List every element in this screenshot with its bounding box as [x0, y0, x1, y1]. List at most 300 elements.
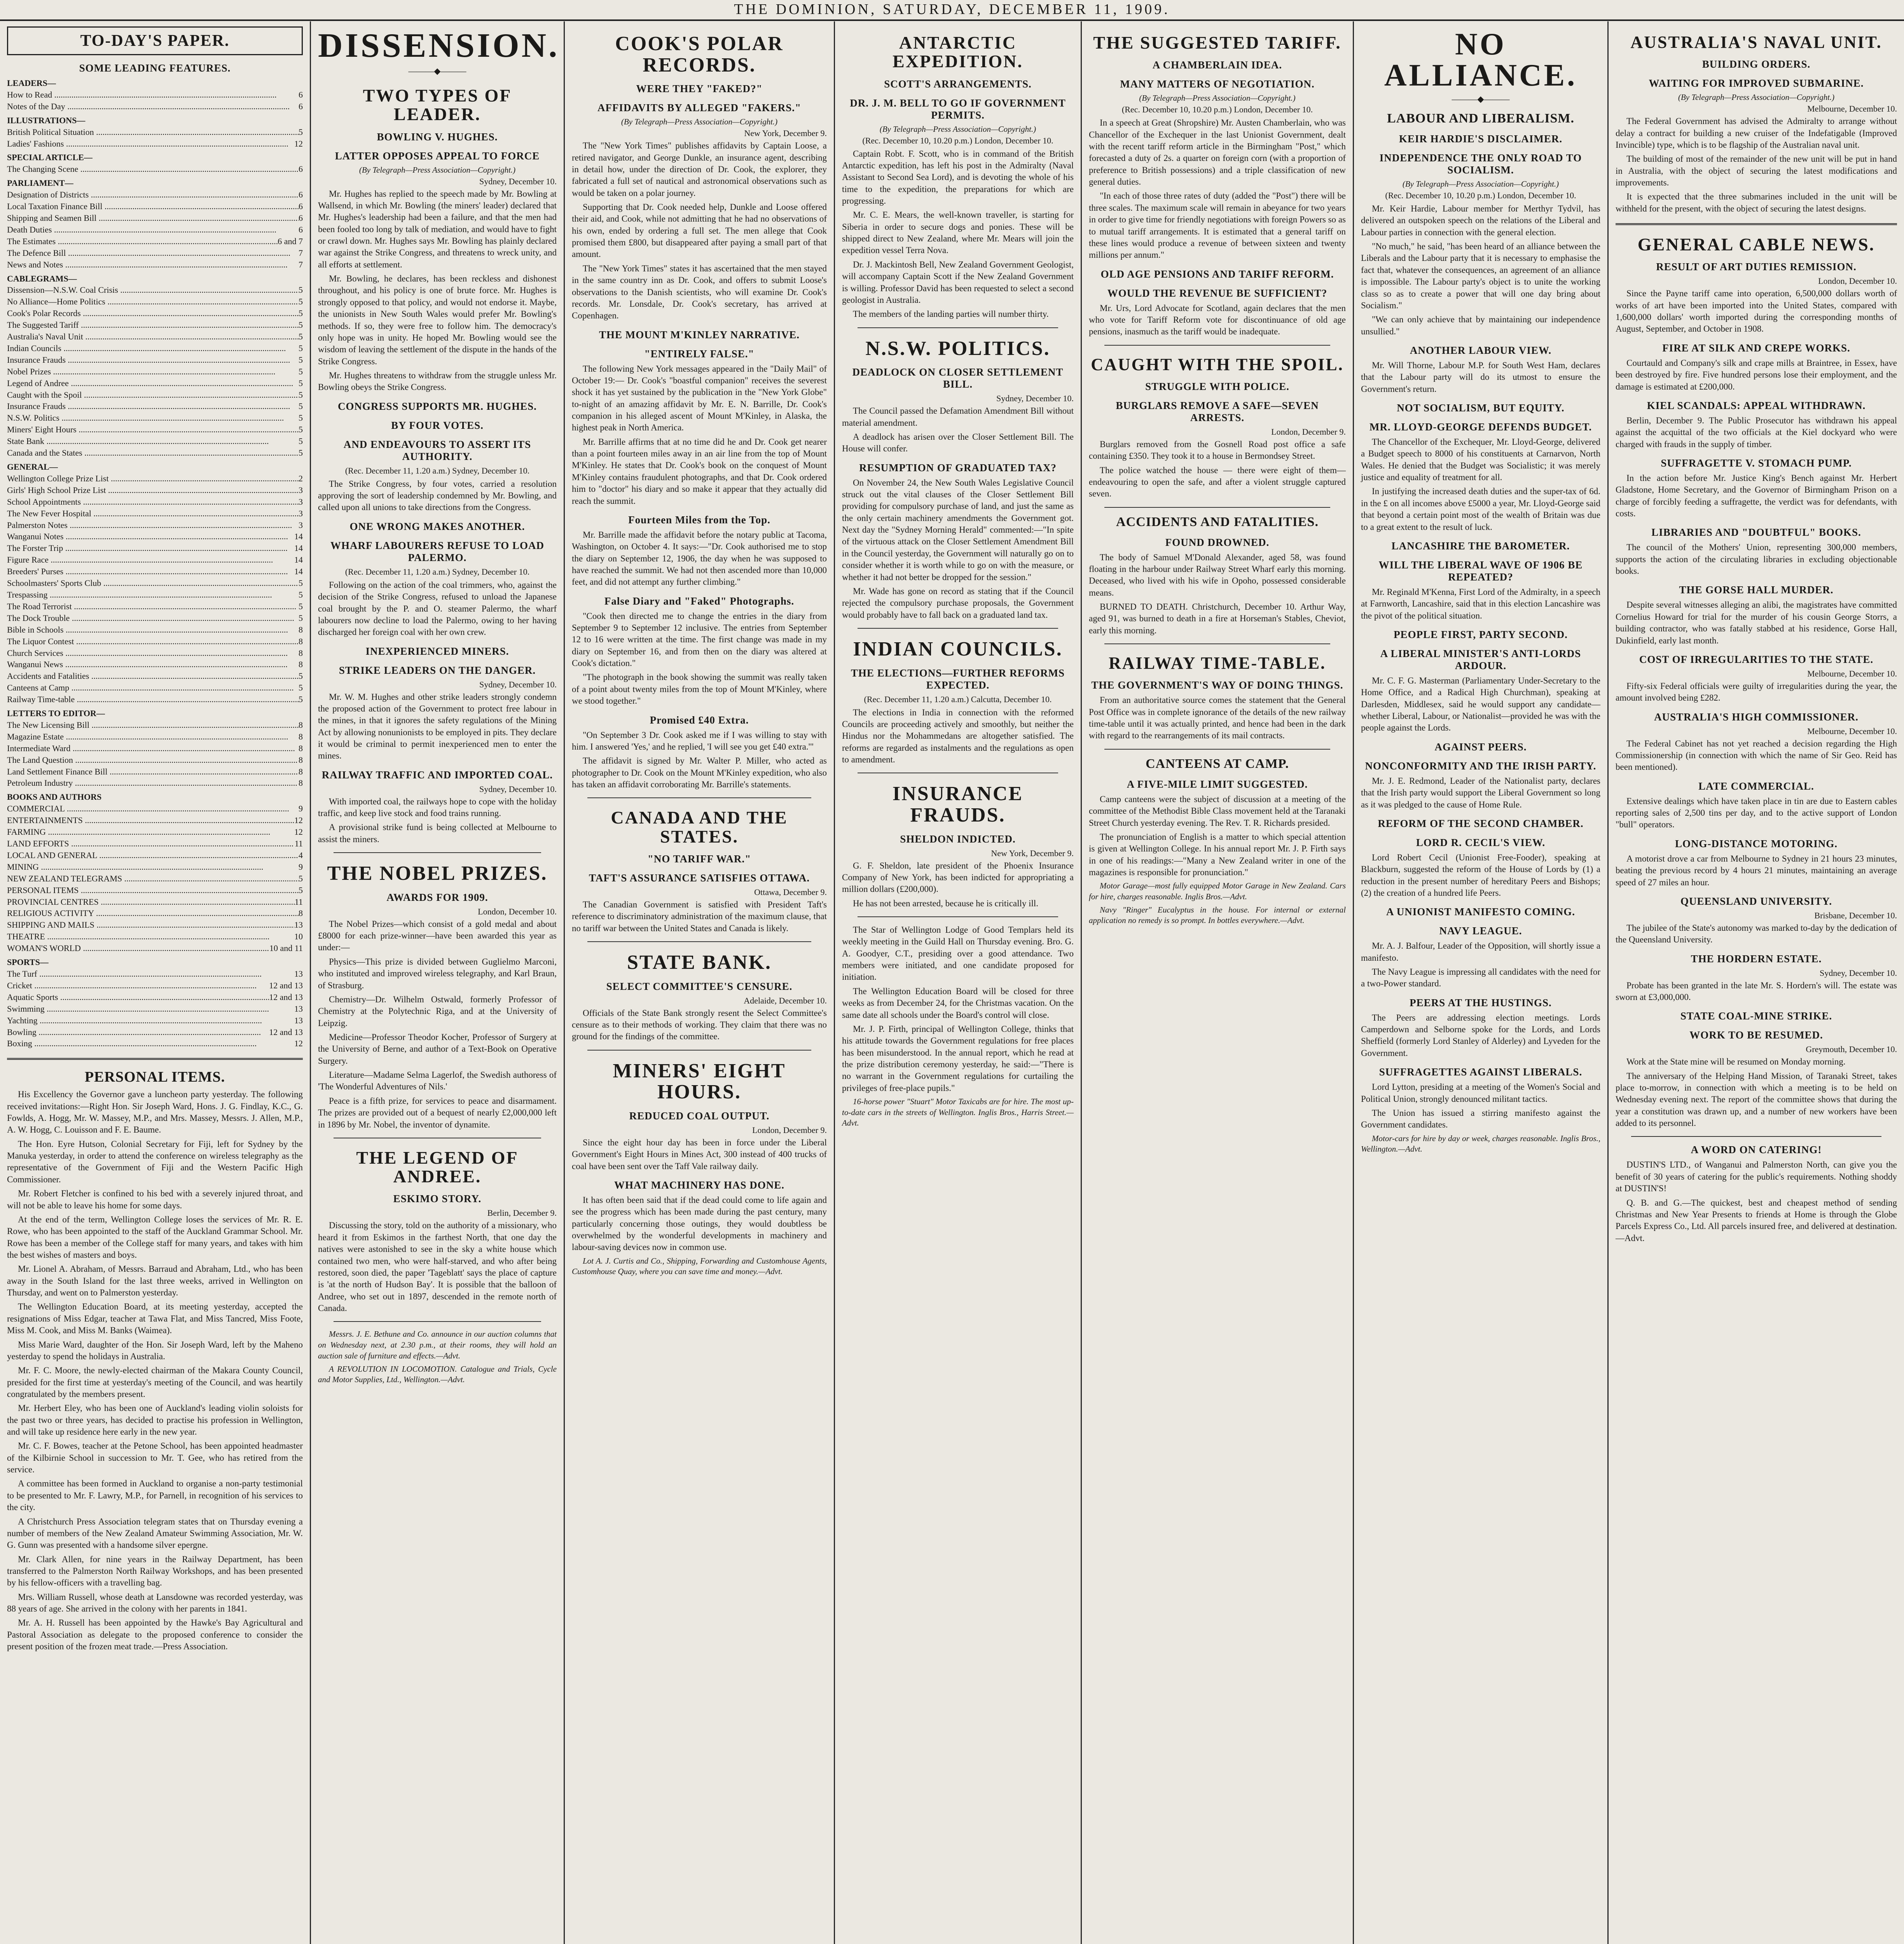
story-body — [1361, 360, 1600, 395]
contents-entry — [7, 400, 303, 412]
subhead: AWARDS FOR 1909. — [386, 891, 488, 903]
story-body — [1361, 436, 1600, 533]
subhead: ONE WRONG MAKES ANOTHER. — [349, 520, 525, 532]
contents-label: FARMING ..... — [7, 826, 294, 838]
contents-label: Legend of Andree ..... — [7, 378, 299, 389]
contents-entry — [7, 968, 303, 980]
story-body — [1616, 922, 1897, 946]
contents-section: GENERAL— — [7, 462, 58, 472]
subhead: PEOPLE FIRST, PARTY SECOND. — [1394, 628, 1568, 640]
personal-item: Mr. Herbert Eley, who has been one of Auckland's leading violin soloists for the past two or three years, has decided to practise his profession in Wellington, and will take up residence here early in the new year. — [7, 1403, 303, 1437]
contents-label: MINING ..... — [7, 861, 299, 873]
subhead: "NO TARIFF WAR." — [647, 853, 751, 865]
subhead: PEERS AT THE HUSTINGS. — [1410, 996, 1552, 1009]
paragraph: He has not been arrested, because he is critically ill. — [853, 898, 1039, 908]
paragraph: Burglars removed from the Gosnell Road post office a safe containing £350. They took it to a house in Bermondsey Street. — [1089, 439, 1346, 461]
contents-page: 2 — [299, 473, 303, 483]
paragraph: Mr. Wade has gone on record as stating that if the Council rejected the compulsory purchase proposals, the Government would probably have to fall back on a graduated land tax. — [842, 586, 1074, 620]
contents-entry — [7, 236, 303, 247]
contents-label: Girls' High School Prize List ..... — [7, 484, 299, 496]
contents-page: 5 — [299, 297, 303, 307]
story-body — [1616, 599, 1897, 646]
subhead: THE MOUNT M'KINLEY NARRATIVE. — [599, 329, 800, 341]
paragraph: "No much," he said, "has been heard of an alliance between the Liberals and the Labour party that it is necessary to emphasise the fact that, whatever the consequences, an agreement of an alliance is impossible. The Labour party's object is to unite the working class so as to create a power that will one day bring about Socialism." — [1361, 241, 1600, 310]
subhead: MANY MATTERS OF NEGOTIATION. — [1120, 78, 1315, 90]
subhead: Fourteen Miles from the Top. — [628, 514, 770, 526]
contents-label: THEATRE ..... — [7, 931, 294, 942]
paragraph: The "New York Times" publishes affidavits by Captain Loose, a retired navigator, and George Dunkle, an insurance agent, describing in detail how, under the direction of Dr. Cook, the explorer, they fabricated a full set of nautical and astronomical observations such as would be taken on a polar journey. — [572, 141, 827, 198]
subhead: WOULD THE REVENUE BE SUFFICIENT? — [1107, 287, 1328, 299]
todays-paper-heading: TO-DAY'S PAPER. — [7, 26, 303, 55]
paragraph: "In each of those three rates of duty (added the "Post") there will be three scales. The maximum scale will remain in abeyance for two years in order to give time for friendly negotiations with foreign Powers so as to mutual tariff arrangements. It is estimated that a general tariff on these lines would produce a revenue of between sixteen and twenty millions per annum." — [1089, 191, 1346, 260]
subhead: THE GORSE HALL MURDER. — [1679, 584, 1834, 596]
contents-page: 5 — [299, 127, 303, 137]
contents-label: Aquatic Sports ..... — [7, 991, 269, 1003]
personal-item: The Wellington Education Board, at its meeting yesterday, accepted the resignations of Miss Edgar, teacher at Tawa Flat, and Miss Tancred, Miss Foote, Miss M. Cook, and Miss M. Banks (Waimea). — [7, 1302, 303, 1336]
story-body — [1616, 795, 1897, 831]
contents-page: 6 — [299, 201, 303, 212]
subhead: COST OF IRREGULARITIES TO THE STATE. — [1639, 653, 1874, 665]
paragraph: It has often been said that if the dead could come to life again and see the progress which has been made during the past century, many particularly concerning those outings, they would doubtless be overwhelmed by the wonderful developments in machinery and labour-saving devices now in common use. — [572, 1195, 827, 1252]
contents-entry — [7, 1003, 303, 1015]
contents-label: Cook's Polar Records ..... — [7, 308, 299, 319]
contents-entry — [7, 201, 303, 212]
story-body — [1361, 852, 1600, 899]
column-dissension — [311, 23, 564, 1944]
dateline: (Rec. December 10, 10.20 p.m.) London, December 10. — [862, 135, 1053, 145]
contents-page: 5 — [299, 671, 303, 681]
divider — [1104, 749, 1330, 750]
contents-label: The Land Question ..... — [7, 754, 299, 766]
contents-page: 5 — [299, 413, 303, 423]
contents-entry — [7, 189, 303, 201]
paragraph: DUSTIN'S LTD., of Wanganui and Palmerston North, can give you the benefit of 30 years of catering for the public's requirements. Nothing shoddy at DUSTIN'S! — [1616, 1160, 1897, 1194]
paragraph: Supporting that Dr. Cook needed help, Dunkle and Loose offered their aid, and Cook, while not admitting that he had no observations of his own, ended by ordering a full set. The men allege that Cook promised them £800, but disappeared after paying a small part of that amount. — [572, 202, 827, 259]
paragraph: Officials of the State Bank strongly resent the Select Committee's censure as to their methods of working. They claim that there was no ground for the findings of the committee. — [572, 1008, 827, 1042]
contents-page: 8 — [299, 636, 303, 646]
paragraph: Medicine—Professor Theodor Kocher, Professor of Surgery at the University of Berne, and author of a Text-Book on Operative Surgery. — [318, 1032, 557, 1066]
contents-label: Australia's Naval Unit ..... — [7, 331, 299, 343]
story-body — [1089, 794, 1346, 879]
contents-entry — [7, 873, 303, 885]
subhead: "ENTIRELY FALSE." — [644, 348, 755, 360]
contents-entry — [7, 766, 303, 778]
story-body — [572, 529, 827, 588]
paragraph: The members of the landing parties will number thirty. — [853, 309, 1049, 319]
story-body — [1616, 415, 1897, 450]
contents-label: Magazine Estate ..... — [7, 731, 299, 743]
divider — [858, 327, 1058, 328]
contents-section: ILLUSTRATIONS— — [7, 115, 86, 125]
subhead: BURGLARS REMOVE A SAFE—SEVEN ARRESTS. — [1116, 399, 1319, 423]
contents-label: COMMERCIAL ..... — [7, 803, 299, 815]
subhead: False Diary and "Faked" Photographs. — [604, 595, 795, 607]
subhead: SCOTT'S ARRANGEMENTS. — [884, 78, 1032, 90]
paragraph: Mr. Keir Hardie, Labour member for Merthyr Tydvil, has delivered an outspoken speech on the relations of the Liberal and Labour parties in connection with the general election. — [1361, 204, 1600, 237]
paragraph: Q. B. and G.—The quickest, best and cheapest method of sending Christmas and New Year Presents to friends at Home is through the Globe Parcels Express Co., Ltd. All parcels insured free, and delivered at destination.—Advt. — [1616, 1198, 1897, 1243]
contents-label: Miners' Eight Hours ..... — [7, 424, 299, 435]
contents-label: N.S.W. Politics ..... — [7, 412, 299, 424]
personal-item: Mr. Robert Fletcher is confined to his bed with a severely injured throat, and will not be able to leave his home for some days. — [7, 1189, 303, 1210]
contents-entry — [7, 319, 303, 331]
contents-page: 5 — [299, 320, 303, 330]
dateline: Sydney, December 10. — [1820, 968, 1897, 978]
contents-entry — [7, 636, 303, 647]
contents-entry — [7, 519, 303, 531]
paragraph: A provisional strike fund is being collected at Melbourne to assist the miners. — [318, 822, 557, 844]
subhead: AGAINST PEERS. — [1434, 741, 1527, 753]
paragraph: The Wellington Education Board will be closed for three weeks as from December 24, for the Christmas vacation. On the same date all schools under the Board's control will close. — [842, 986, 1074, 1020]
contents-page: 8 — [299, 766, 303, 776]
contents-page: 5 — [299, 601, 303, 611]
contents-entry — [7, 89, 303, 101]
contents-page: 5 — [299, 378, 303, 388]
contents-entry — [7, 719, 303, 731]
story-body — [1089, 117, 1346, 261]
tariff-headline: THE SUGGESTED TARIFF. — [1093, 33, 1342, 52]
contents-entry — [7, 542, 303, 554]
contents-page: 12 — [294, 138, 303, 149]
subhead: WHAT MACHINERY HAS DONE. — [614, 1179, 785, 1191]
contents-label: Boxing ..... — [7, 1038, 294, 1049]
byline: (By Telegraph—Press Association—Copyright.) — [1139, 93, 1296, 103]
contents-label: Church Services ..... — [7, 647, 299, 659]
paragraph: Mr. Barrille affirms that at no time did he and Dr. Cook get nearer than a point fourteen miles away in an air line from the top of Mount M'Kinley. He states that Dr. Cook's book on the conquest of Mount M'Kinley contains fraudulent photographs, and that Dr. Cook ordered him to "doctor" his diary and so make it appear that they actually did reach the summit. — [572, 437, 827, 506]
story-body — [572, 729, 827, 791]
contents-page: 14 — [294, 555, 303, 565]
subhead: DR. J. M. BELL TO GO IF GOVERNMENT PERMITS. — [850, 97, 1066, 121]
personal-item: A Christchurch Press Association telegram states that on Thursday evening a number of members of the New Zealand Amateur Swimming Association, Mr. W. G. Gunn was presented with a handsome silver epergne. — [7, 1516, 303, 1550]
contents-label: Figure Race ..... — [7, 554, 294, 566]
contents-label: Breeders' Purses ..... — [7, 566, 294, 577]
contents-page: 5 — [299, 436, 303, 446]
story-body — [318, 188, 557, 393]
paragraph: The elections in India in connection with the reformed Councils are proceeding actively and smoothly, but neither the Hindus nor the Mohammedans are altogether satisfied. The reforms are regarded as instalments and the regulations as open to amendment. — [842, 707, 1074, 764]
contents-page: 5 — [299, 390, 303, 400]
contents-page: 13 — [294, 920, 303, 930]
contents-label: Local Taxation Finance Bill ..... — [7, 201, 299, 212]
insurance-headline: INSURANCE FRAUDS. — [892, 783, 1024, 826]
contents-label: The Dock Trouble ..... — [7, 612, 299, 624]
contents-page: 5 — [299, 448, 303, 458]
dateline: London, December 10. — [1818, 276, 1897, 286]
paragraph: Since the Payne tariff came into operation, 6,500,000 dollars worth of works of art have been imported into the United States, compared with 1,600,000 dollars' worth imported during the corresponding months of August, September, and October in 1908. — [1616, 288, 1897, 334]
contents-label: The Estimates ..... — [7, 236, 278, 247]
subhead: INDEPENDENCE THE ONLY ROAD TO SOCIALISM. — [1379, 152, 1582, 176]
subhead: WAITING FOR IMPROVED SUBMARINE. — [1649, 77, 1864, 89]
contents-label: School Appointments ..... — [7, 496, 299, 508]
contents-entry — [7, 896, 303, 908]
contents-label: RELIGIOUS ACTIVITY ..... — [7, 907, 299, 919]
subhead: NOT SOCIALISM, BUT EQUITY. — [1397, 402, 1565, 414]
contents-entry — [7, 815, 303, 826]
contents-entry — [7, 861, 303, 873]
contents-section: CABLEGRAMS— — [7, 273, 77, 283]
contents-page: 8 — [299, 659, 303, 670]
contents-page: 5 — [299, 355, 303, 365]
dateline: Sydney, December 10. — [996, 393, 1074, 404]
story-body — [1361, 586, 1600, 622]
byline: (By Telegraph—Press Association—Copyright.) — [621, 117, 778, 127]
personal-item: Mr. F. C. Moore, the newly-elected chairman of the Makara County Council, presided for the first time at yesterday's meeting of the Council, and was heartily congratulated by the members present. — [7, 1365, 303, 1399]
contents-section: BOOKS AND AUTHORS — [7, 792, 102, 802]
contents-page: 10 and 11 — [269, 943, 303, 953]
dateline: New York, December 9. — [991, 848, 1074, 858]
subhead: THE GOVERNMENT'S WAY OF DOING THINGS. — [1091, 679, 1343, 691]
contents-entry — [7, 447, 303, 459]
contents-entry — [7, 424, 303, 435]
contents-label: Swimming ..... — [7, 1003, 294, 1015]
contents-page: 12 — [294, 815, 303, 825]
local-news — [842, 924, 1074, 1094]
subhead: AND ENDEAVOURS TO ASSERT ITS AUTHORITY. — [343, 438, 531, 462]
contents-label: WOMAN'S WORLD ..... — [7, 942, 269, 954]
contents-page: 14 — [294, 566, 303, 577]
personal-item: Miss Marie Ward, daughter of the Hon. Sir Joseph Ward, left by the Maheno yesterday to spend the holidays in Australia. — [7, 1339, 303, 1361]
paragraph: Mr. Bowling, he declares, has been reckless and dishonest throughout, and his policy is one of brute force. Mr. Hughes is strongly opposed to that policy, and would not endorse it. Maybe, the unionists in New South Wales would prefer Mr. Bowling's methods. If so, they were free to follow him. The democracy's only hope was in unity. He hoped Mr. Bowling would see the wisdom of leaving the settlement of the dispute in the hands of the Strike Congress. — [318, 274, 557, 366]
contents-entry — [7, 308, 303, 319]
contents-label: The Forster Trip ..... — [7, 542, 294, 554]
contents-page: 5 — [299, 332, 303, 342]
paragraph: The Council passed the Defamation Amendment Bill without material amendment. — [842, 406, 1074, 428]
subhead: REDUCED COAL OUTPUT. — [629, 1110, 770, 1122]
contents-entry — [7, 1038, 303, 1049]
paragraph: The Chancellor of the Exchequer, Mr. Lloyd-George, delivered a Budget speech to 8000 of his constituents at Carnarvon, North Wales. He denied that the Budget was Socialistic; it was merely justice and equality of treatment for all. — [1361, 437, 1600, 483]
accidents-headline: ACCIDENTS AND FATALITIES. — [1116, 514, 1319, 529]
contents-label: The Changing Scene ..... — [7, 163, 299, 175]
subhead: SUFFRAGETTES AGAINST LIBERALS. — [1379, 1066, 1583, 1078]
contents-label: Bowling ..... — [7, 1026, 269, 1038]
contents-page: 3 — [299, 485, 303, 495]
contents-entry — [7, 612, 303, 624]
contents-entry — [7, 670, 303, 682]
subhead: RAILWAY TRAFFIC AND IMPORTED COAL. — [321, 769, 553, 781]
contents-page: 5 — [299, 425, 303, 435]
subhead: Promised £40 Extra. — [650, 714, 749, 726]
ornament: ———◆——— — [1452, 94, 1510, 104]
contents-entry — [7, 743, 303, 754]
contents-label: The Defence Bill ..... — [7, 247, 299, 259]
paragraph: The Federal Government has advised the Admiralty to arrange without delay a contract for building a new cruiser of the Indefatigable (Improved Invincible) type, which is to be flagship of the Australian naval unit. — [1616, 116, 1897, 150]
dateline: Berlin, December 9. — [487, 1208, 557, 1218]
advertisement: A REVOLUTION IN LOCOMOTION. Catalogue and Trials, Cycle and Motor Supplies, Ltd., Wellington.—Advt. — [318, 1364, 557, 1385]
paragraph: Camp canteens were the subject of discussion at a meeting of the committee of the Methodist Bible Class movement held at the Taranaki Street Church yesterday evening. The Rev. T. R. Richards presided. — [1089, 794, 1346, 828]
dateline: Sydney, December 10. — [479, 176, 557, 186]
subhead: LATE COMMERCIAL. — [1698, 780, 1814, 792]
contents-entry — [7, 803, 303, 815]
contents-page: 3 — [299, 520, 303, 530]
contents-label: LAND EFFORTS ..... — [7, 838, 295, 850]
story-body — [572, 1194, 827, 1253]
contents-entry — [7, 212, 303, 224]
contents-entry — [7, 942, 303, 954]
contents-page: 6 — [299, 213, 303, 223]
contents-label: Notes of the Day ..... — [7, 101, 299, 112]
paragraph: The building of most of the remainder of the new unit will be put in hand in Australia, with the object of securing the latest modifications and improvements. — [1616, 154, 1897, 187]
contents-page: 5 — [299, 578, 303, 588]
subhead: STATE COAL-MINE STRIKE. — [1680, 1010, 1832, 1022]
contents-page: 12 and 13 — [269, 992, 303, 1002]
divider — [1616, 223, 1897, 225]
canada-headline: CANADA AND THE STATES. — [611, 808, 788, 846]
story-body — [1616, 980, 1897, 1003]
contents-label: The Suggested Tariff ..... — [7, 319, 299, 331]
story-body — [318, 691, 557, 762]
ornament: ———◆——— — [408, 66, 466, 76]
divider — [858, 628, 1058, 629]
advertisement: Motor Garage—most fully equipped Motor Garage in New Zealand. Cars for hire, charges reasonable. Inglis Bros.—Advt. — [1089, 881, 1346, 902]
railway-headline: RAILWAY TIME-TABLE. — [1108, 654, 1326, 673]
subhead: BUILDING ORDERS. — [1702, 58, 1811, 70]
paragraph: The Nobel Prizes—which consist of a gold medal and about £8000 for each prize-winner—have been awarded this year as under:— — [318, 919, 557, 953]
paragraph: Probate has been granted in the late Mr. S. Hordern's will. The estate was sworn at £3,000,000. — [1616, 980, 1897, 1002]
contents-label: The New Fever Hospital ..... — [7, 508, 299, 519]
subhead: STRUGGLE WITH POLICE. — [1145, 380, 1289, 392]
subhead: NONCONFORMITY AND THE IRISH PARTY. — [1365, 760, 1597, 772]
dateline: Sydney, December 10. — [479, 784, 557, 794]
dateline: New York, December 9. — [744, 128, 827, 138]
contents-page: 9 — [299, 804, 303, 814]
dateline: London, December 9. — [752, 1125, 827, 1135]
paragraph: Literature—Madame Selma Lagerlof, the Swedish authoress of 'The Wonderful Adventures of Nils.' — [318, 1070, 557, 1092]
andree-headline: THE LEGEND OF ANDREE. — [356, 1147, 519, 1187]
paragraph: It is expected that the three submarines included in the unit will be withheld for the present, with the object of securing the latest designs. — [1616, 192, 1897, 213]
contents-label: Death Duties ..... — [7, 224, 299, 236]
subhead: A UNIONIST MANIFESTO COMING. — [1386, 906, 1576, 918]
dateline: Adelaide, December 10. — [744, 995, 827, 1005]
contents-entry — [7, 412, 303, 424]
story-body — [1361, 1081, 1600, 1131]
subhead: QUEENSLAND UNIVERSITY. — [1680, 895, 1832, 907]
features-heading: SOME LEADING FEATURES. — [79, 62, 231, 74]
contents-entry — [7, 101, 303, 112]
story-body — [1616, 1159, 1897, 1244]
contents-section: LETTERS TO EDITOR— — [7, 708, 105, 719]
contents-label: Intermediate Ward ..... — [7, 743, 299, 754]
personal-items-heading: PERSONAL ITEMS. — [84, 1069, 225, 1086]
subhead: TAFT'S ASSURANCE SATISFIES OTTAWA. — [589, 872, 810, 884]
contents-page: 3 — [299, 508, 303, 518]
contents-entry — [7, 577, 303, 589]
paragraph: Captain Robt. F. Scott, who is in command of the British Antarctic expedition, has left his post in the Admiralty (Naval Assistant to Second Sea Lord), and is devoting the whole of his time to the expedition, the preparations for which are progressing. — [842, 149, 1074, 206]
subhead: FOUND DROWNED. — [1165, 536, 1270, 548]
paragraph: Discussing the story, told on the authority of a missionary, who heard it from Eskimos in the farthest North, that one day the natives were astonished to see in the sky a white house which contained two men, who were half-starved, and who after being restored, soon died, the paper 'Tageblatt' says the place of capture is 'at the north of Hudson Bay'. It is possible that the balloon of Andree, who set out in 1897, descended in the remote north of Canada. — [318, 1220, 557, 1313]
story-body — [318, 478, 557, 514]
divider — [1104, 345, 1330, 346]
paragraph: "On September 3 Dr. Cook asked me if I was willing to stay with him. I answered 'Yes,' and he replied, 'I will see you get £40 extra.'" — [572, 730, 827, 752]
byline: (By Telegraph—Press Association—Copyright.) — [1402, 179, 1559, 189]
story-body — [572, 610, 827, 707]
paragraph: Lord Robert Cecil (Unionist Free-Fooder), speaking at Blackburn, suggested the reform of the House of Lords by (1) a reduction in the present number of hereditary Peers and Bishops; (2) the creation of a hundred life Peers. — [1361, 852, 1600, 898]
contents-page: 11 — [294, 897, 303, 907]
story-body — [1616, 853, 1897, 888]
paragraph: Chemistry—Dr. Wilhelm Ostwald, formerly Professor of Chemistry at the Polytechnic Riga, and at the University of Leipzig. — [318, 994, 557, 1028]
contents-entry — [7, 508, 303, 519]
subhead: OLD AGE PENSIONS AND TARIFF REFORM. — [1100, 268, 1334, 280]
contents-page: 6 — [299, 89, 303, 100]
dateline: London, December 10. — [478, 906, 557, 916]
personal-item: At the end of the term, Wellington College loses the services of Mr. R. E. Rowe, who has been appointed to the staff of the Auckland Grammar School. Mr. Rowe has been a member of the College staff for many years, and takes with him the best wishes of masters and boys. — [7, 1214, 303, 1260]
subhead: SELECT COMMITTEE'S CENSURE. — [606, 980, 793, 992]
advertisement: Navy "Ringer" Eucalyptus in the house. For internal or external application no remedy is so prompt. In bottles everywhere.—Advt. — [1089, 905, 1346, 925]
divider — [858, 916, 1058, 917]
story-body — [842, 405, 1074, 455]
column-cook — [565, 23, 834, 1944]
contents-entry — [7, 284, 303, 296]
contents-page: 8 — [299, 648, 303, 658]
subhead: BY FOUR VOTES. — [391, 419, 484, 431]
paragraph: G. F. Sheldon, late president of the Phoenix Insurance Company of New York, has been indicted for appropriating a million dollars (£200,000). — [842, 860, 1074, 894]
contents-label: Palmerston Notes ..... — [7, 519, 299, 531]
subhead: A WORD ON CATERING! — [1691, 1144, 1822, 1156]
subhead: A FIVE-MILE LIMIT SUGGESTED. — [1127, 778, 1308, 790]
contents-label: How to Read ..... — [7, 89, 299, 101]
story-body — [842, 148, 1074, 320]
paragraph: Mr. Hughes threatens to withdraw from the struggle unless Mr. Bowling obeys the Strike Congress. — [318, 370, 557, 392]
story-body — [572, 899, 827, 934]
contents-entry — [7, 589, 303, 601]
contents-page: 5 — [299, 694, 303, 705]
subhead: RESULT OF ART DUTIES REMISSION. — [1656, 261, 1857, 273]
personal-items — [7, 1089, 303, 1652]
paragraph: Despite several witnesses alleging an alibi, the magistrates have committed Cornelius Howard for trial for the murder of his cousin George Storrs, a building contractor, who was fatally stabbed at his residence, Gorse Hall, Dukinfield, early last month. — [1616, 600, 1897, 645]
dateline: Greymouth, December 10. — [1806, 1044, 1897, 1054]
paragraph: The affidavit is signed by Mr. Walter P. Miller, who acted as photographer to Dr. Cook on the Mount M'Kinley expedition, who also has taken an affidavit corroborating Mr. Barrille's statements. — [572, 756, 827, 789]
contents-entry — [7, 907, 303, 919]
personal-item: Mr. C. F. Bowes, teacher at the Petone School, has been appointed headmaster of the Kilbirnie School in succession to Mr. T. Gee, who has retired from the service. — [7, 1441, 303, 1475]
paragraph: Mr. J. P. Firth, principal of Wellington College, thinks that his attitude towards the Government regulations for free places has been misunderstood. In the annual report, which he read at the prize distribution ceremony yesterday, he said:—"There is no warrant in the Government regulations for curtailing the privileges of free-place pupils." — [842, 1024, 1074, 1093]
contents-list — [7, 77, 303, 1049]
subhead: LABOUR AND LIBERALISM. — [1387, 111, 1575, 126]
contents-entry — [7, 601, 303, 612]
contents-label: Nobel Prizes ..... — [7, 366, 299, 378]
subhead: ANOTHER LABOUR VIEW. — [1410, 344, 1552, 356]
subhead: CONGRESS SUPPORTS MR. HUGHES. — [338, 400, 537, 412]
paragraph: Lord Lytton, presiding at a meeting of the Women's Social and Political Union, strongly denounced militant tactics. — [1361, 1082, 1600, 1104]
contents-entry — [7, 754, 303, 766]
dateline: Sydney, December 10. — [479, 679, 557, 689]
subhead: AFFIDAVITS BY ALLEGED "FAKERS." — [597, 102, 802, 114]
story-body — [1089, 439, 1346, 500]
contents-section: PARLIAMENT— — [7, 178, 73, 188]
subhead: SUFFRAGETTE V. STOMACH PUMP. — [1661, 457, 1852, 469]
contents-page: 8 — [299, 624, 303, 635]
personal-item: The Hon. Eyre Hutson, Colonial Secretary for Fiji, left for Sydney by the Manuka yesterday, in order to attend the conference on wireless telegraphy as the representative of the Government of Fiji and the Western Pacific High Commissioner. — [7, 1139, 303, 1184]
story-body — [1361, 1012, 1600, 1059]
contents-label: Indian Councils ..... — [7, 343, 299, 354]
dateline: (Rec. December 10, 10.20 p.m.) London, December 10. — [1385, 191, 1576, 200]
contents-entry — [7, 826, 303, 838]
story-body — [1089, 302, 1346, 338]
story-body — [1616, 472, 1897, 519]
contents-entry — [7, 484, 303, 496]
contents-page: 6 and 7 — [278, 236, 303, 246]
story-body — [1616, 1056, 1897, 1129]
paragraph: Following on the action of the coal trimmers, who, against the decision of the Strike Congress, refused to unload the Japanese coal brought by the P. and O. steamer Palermo, the wharf labourers now decline to load the Palermo, owing to her having discharged her foreign coal with her own crew. — [318, 580, 557, 637]
contents-label: Cricket ..... — [7, 980, 269, 991]
contents-entry — [7, 885, 303, 896]
subhead: KEIR HARDIE'S DISCLAIMER. — [1399, 133, 1563, 145]
paragraph: Mr. J. E. Redmond, Leader of the Nationalist party, declares that the Irish party would support the Liberal Government so long as it was pledged to the cause of Home Rule. — [1361, 776, 1600, 809]
dateline: Ottawa, December 9. — [754, 887, 827, 897]
contents-page: 12 — [294, 827, 303, 837]
paragraph: The following New York messages appeared in the "Daily Mail" of October 19:— Dr. Cook's "boastful companion" receives the severest shock it has yet sustained by the publication in the "New York Globe" to-night of an amazing affidavit by Mr. E. N. Barrille, Dr. Cook's companion in his alleged ascent of Mount M'Kinley, in Alaska, the highest peak in North America. — [572, 364, 827, 433]
divider — [1104, 643, 1330, 644]
paragraph: Mr. W. M. Hughes and other strike leaders strongly condemn the proposed action of the Government to protect free labour in the mines, in that it ignores the safety regulations of the Mining Act by allowing nonunionists to be employed in pits. They declare it would be criminal to permit inexperienced men to enter the mines. — [318, 692, 557, 761]
byline: (By Telegraph—Press Association—Copyright.) — [359, 165, 516, 175]
contents-page: 8 — [299, 908, 303, 918]
contents-entry — [7, 473, 303, 484]
